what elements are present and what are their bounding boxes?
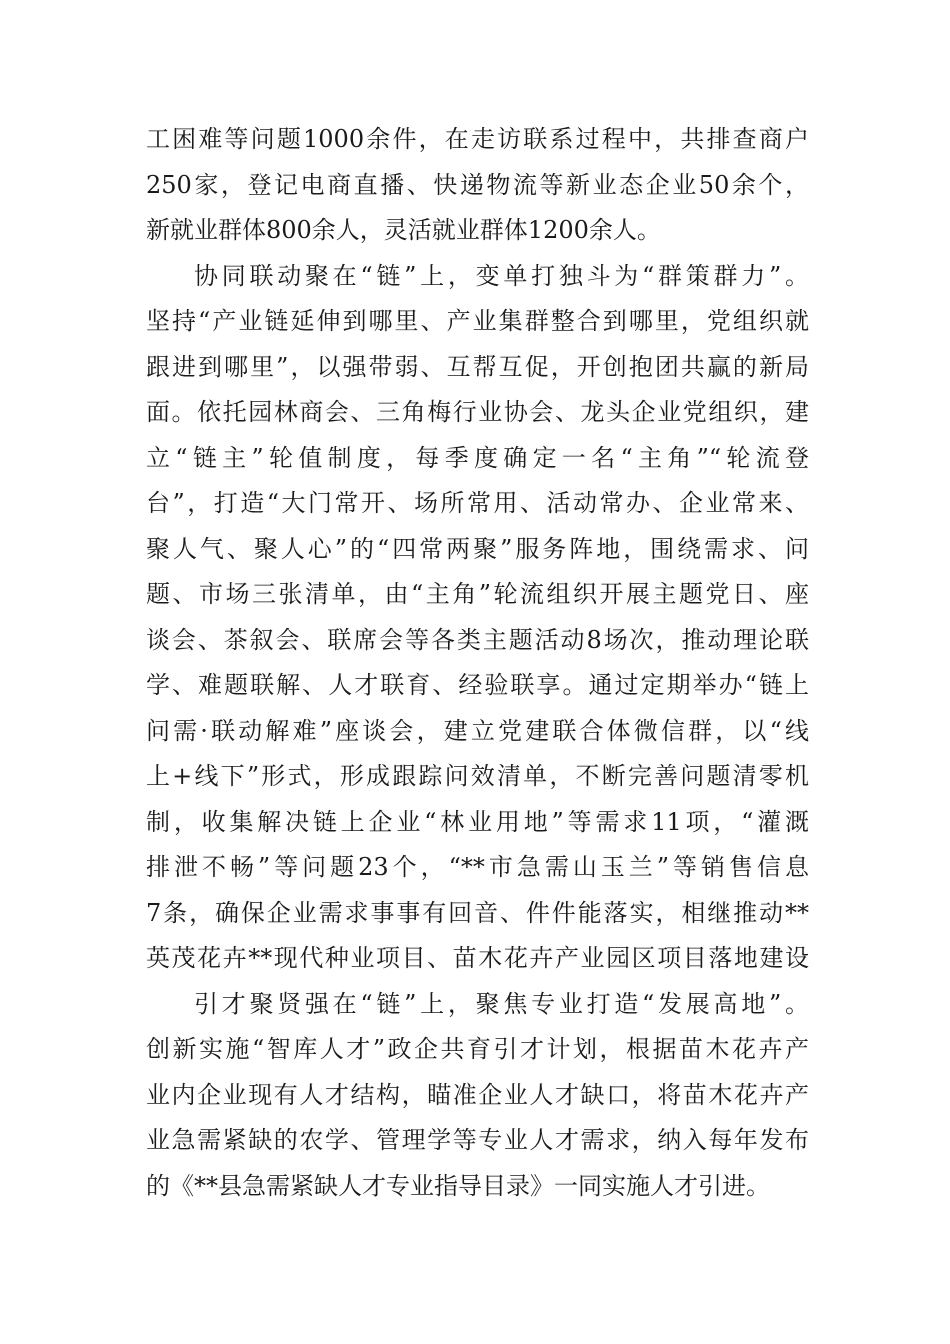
text-line: 制，收集解决链上企业“林业用地”等需求11项，“灌溉 bbox=[146, 807, 809, 836]
text-line: 谈会、茶叙会、联席会等各类主题活动8场次，推动理论联 bbox=[146, 625, 809, 654]
paragraph-3 bbox=[146, 982, 809, 1210]
text-line: 引才聚贤强在“链”上，聚焦专业打造“发展高地”。 bbox=[194, 989, 809, 1018]
text-line: 立“链主”轮值制度，每季度确定一名“主角”“轮流登 bbox=[146, 443, 809, 472]
document-body bbox=[146, 117, 809, 1209]
text-line: 排泄不畅”等问题23个，“**市急需山玉兰”等销售信息 bbox=[146, 853, 809, 881]
text-line: 的《**县急需紧缺人才专业指导目录》一同实施人才引进。 bbox=[146, 1171, 770, 1200]
text-line: 学、难题联解、人才联育、经验联享。通过定期举办“链上 bbox=[146, 671, 809, 699]
text-line: 业内企业现有人才结构，瞄准企业人才缺口，将苗木花卉产 bbox=[146, 1080, 809, 1109]
text-line: 台”，打造“大门常开、场所常用、活动常办、企业常来、 bbox=[146, 489, 809, 517]
text-line: 面。依托园林商会、三角梅行业协会、龙头企业党组织，建 bbox=[146, 398, 809, 426]
text-line: 业急需紧缺的农学、管理学等专业人才需求，纳入每年发布 bbox=[146, 1126, 809, 1154]
text-line: 坚持“产业链延伸到哪里、产业集群整合到哪里，党组织就 bbox=[146, 307, 809, 335]
text-line: 聚人气、聚人心”的“四常两聚”服务阵地，围绕需求、问 bbox=[146, 534, 809, 563]
text-line: 问需·联动解难”座谈会，建立党建联合体微信群，以“线 bbox=[146, 716, 809, 745]
text-line: 跟进到哪里”，以强带弱、互帮互促，开创抱团共赢的新局 bbox=[146, 352, 809, 381]
paragraph-1 bbox=[146, 117, 809, 254]
text-line: 工困难等问题1000余件，在走访联系过程中，共排查商户 bbox=[146, 125, 809, 153]
paragraph-2 bbox=[146, 254, 809, 982]
text-line: 7条，确保企业需求事事有回音、件件能落实，相继推动** bbox=[146, 898, 809, 927]
text-line: 上+线下”形式，形成跟踪问效清单，不断完善问题清零机 bbox=[146, 762, 809, 790]
text-line: 英茂花卉**现代种业项目、苗木花卉产业园区项目落地建设 bbox=[146, 944, 809, 972]
text-line: 创新实施“智库人才”政企共育引才计划，根据苗木花卉产 bbox=[146, 1035, 809, 1063]
text-line: 题、市场三张清单，由“主角”轮流组织开展主题党日、座 bbox=[146, 580, 809, 608]
text-line: 250家，登记电商直播、快递物流等新业态企业50余个， bbox=[146, 170, 809, 199]
text-line: 新就业群体800余人，灵活就业群体1200余人。 bbox=[146, 216, 661, 244]
text-line: 协同联动聚在“链”上，变单打独斗为“群策群力”。 bbox=[194, 261, 809, 290]
